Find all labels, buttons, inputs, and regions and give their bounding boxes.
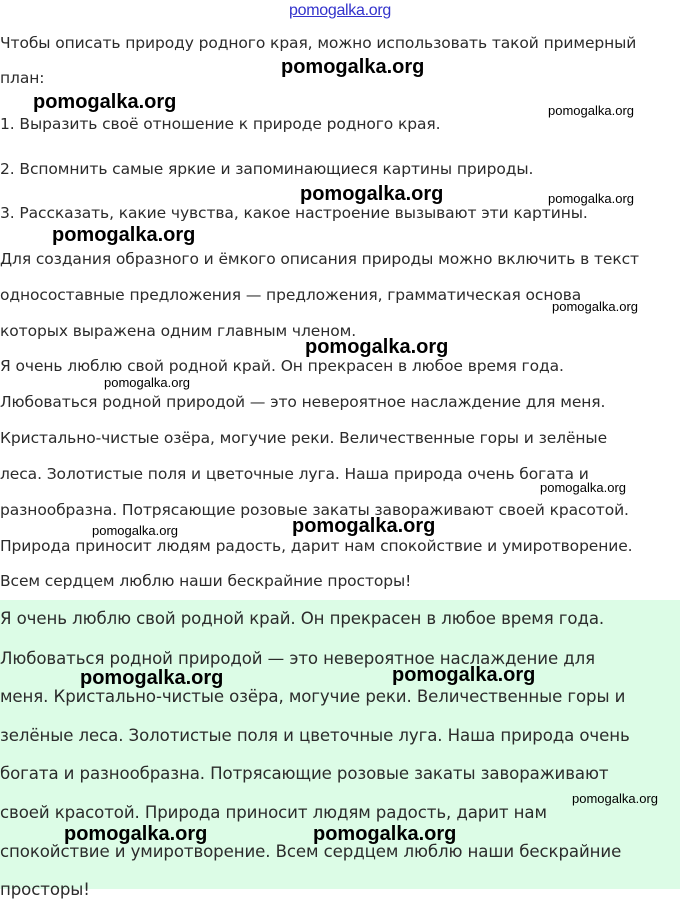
plan-item: 3. Рассказать, какие чувства, какое настроение вызывают эти картины.: [0, 204, 588, 222]
answer-line: зелёные леса. Золотистые поля и цветочные луга. Наша природа очень: [0, 726, 630, 745]
answer-line: богата и разнообразна. Потрясающие розовые закаты завораживают: [0, 764, 609, 783]
watermark: pomogalka.org: [305, 336, 449, 358]
plan-item: 2. Вспомнить самые яркие и запоминающиеся картины природы.: [0, 160, 534, 178]
answer-line: Любоваться родной природой — это невероятное наслаждение для: [0, 649, 596, 668]
watermark: pomogalka.org: [548, 103, 634, 118]
watermark: pomogalka.org: [392, 664, 536, 686]
essay-line: Кристально-чистые озёра, могучие реки. Величественные горы и зелёные: [0, 429, 608, 447]
site-header-link[interactable]: pomogalka.org: [289, 2, 391, 19]
essay-line: Всем сердцем люблю наши бескрайние просторы!: [0, 572, 412, 590]
essay-line: Я очень люблю свой родной край. Он прекрасен в любое время года.: [0, 357, 564, 375]
watermark: pomogalka.org: [313, 823, 457, 845]
answer-line: просторы!: [0, 880, 90, 899]
plan-item: 1. Выразить своё отношение к природе родного края.: [0, 115, 441, 133]
watermark: pomogalka.org: [540, 480, 626, 495]
watermark: pomogalka.org: [572, 791, 658, 806]
tip-line: Для создания образного и ёмкого описания природы можно включить в текст: [0, 250, 639, 268]
essay-line: Природа приносит людям радость, дарит нам спокойствие и умиротворение.: [0, 537, 633, 555]
answer-line: спокойствие и умиротворение. Всем сердцем люблю наши бескрайние: [0, 842, 622, 861]
watermark: pomogalka.org: [552, 299, 638, 314]
watermark: pomogalka.org: [33, 91, 177, 113]
watermark: pomogalka.org: [300, 183, 444, 205]
watermark: pomogalka.org: [548, 191, 634, 206]
watermark: pomogalka.org: [64, 823, 208, 845]
watermark: pomogalka.org: [92, 523, 178, 538]
watermark: pomogalka.org: [52, 224, 196, 246]
answer-line: меня. Кристально-чистые озёра, могучие реки. Величественные горы и: [0, 687, 626, 706]
tip-line: односоставные предложения — предложения, грамматическая основа: [0, 286, 582, 304]
tip-line: которых выражена одним главным членом.: [0, 322, 357, 340]
intro-line: план:: [0, 69, 45, 87]
answer-line: Я очень люблю свой родной край. Он прекрасен в любое время года.: [0, 609, 605, 628]
essay-line: леса. Золотистые поля и цветочные луга. Наша природа очень богата и: [0, 465, 589, 483]
watermark: pomogalka.org: [281, 56, 425, 78]
watermark: pomogalka.org: [292, 515, 436, 537]
answer-line: своей красотой. Природа приносит людям радость, дарит нам: [0, 803, 547, 822]
intro-line: Чтобы описать природу родного края, можно использовать такой примерный: [0, 34, 637, 52]
watermark: pomogalka.org: [80, 667, 224, 689]
essay-line: разнообразна. Потрясающие розовые закаты завораживают своей красотой.: [0, 501, 629, 519]
watermark: pomogalka.org: [104, 375, 190, 390]
essay-line: Любоваться родной природой — это невероятное наслаждение для меня.: [0, 393, 606, 411]
